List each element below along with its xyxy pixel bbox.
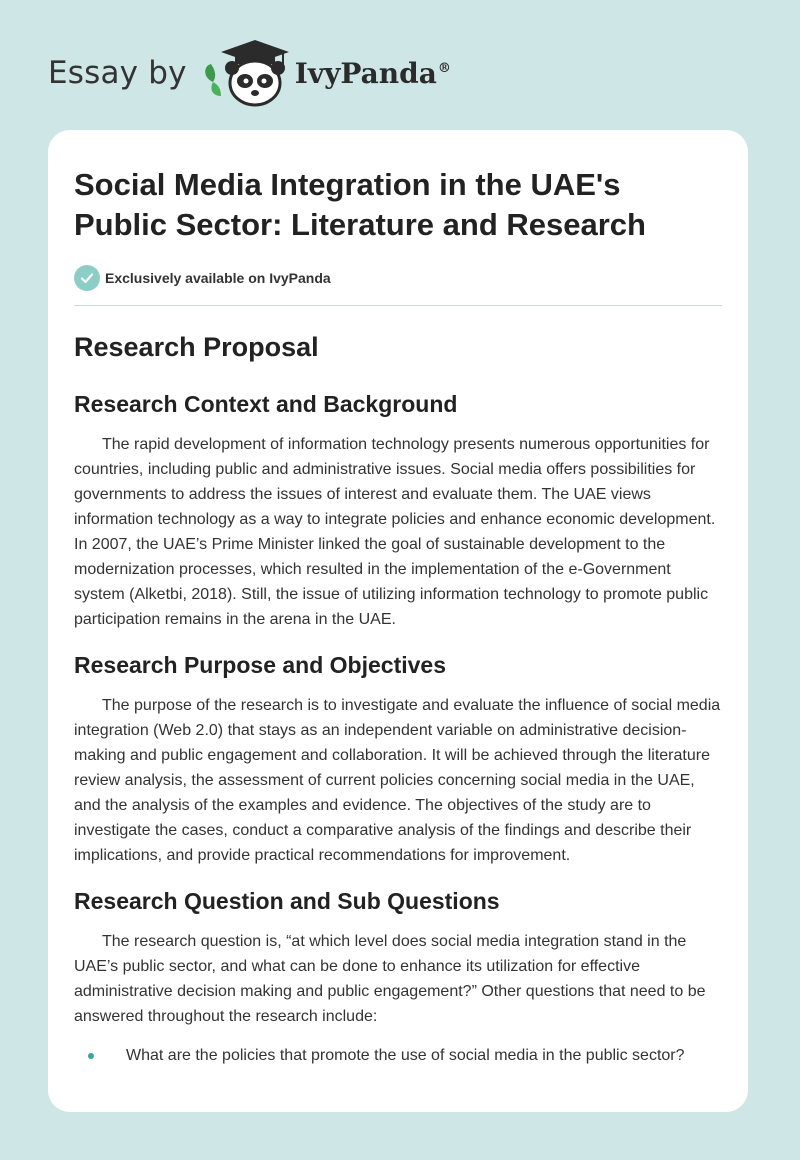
subsection-heading-questions: Research Question and Sub Questions (74, 888, 500, 914)
list-item-text: What are the policies that promote the use of social media in the public sector? (126, 1047, 685, 1064)
exclusive-label: Exclusively available on IvyPanda (105, 270, 331, 286)
question-list (74, 1043, 722, 1068)
bullet-dot (88, 1053, 94, 1059)
panda-graduate-logo-icon[interactable] (199, 38, 291, 108)
check-circle-icon (74, 265, 100, 291)
brand-prefix: Essay by (48, 55, 187, 91)
subsection-heading-context: Research Context and Background (74, 391, 458, 417)
paragraph-context: The rapid development of information technology presents numerous opportunities for countries, including public and administrative issues. Social media offers possibilities for governments to address the issues of interest and evaluate them. The UAE views information technology as a way to integrate policies and enhance economic development. In 2007, the UAE’s Prime Minister linked the goal of sustainable development to the modernization processes, which resulted in the implementation of the e-Government system (Alketbi, 2018). Still, the issue of utilizing information technology to promote public participation remains in the arena in the UAE. (74, 436, 716, 628)
exclusive-badge (74, 265, 722, 291)
section-heading: Research Proposal (74, 332, 319, 362)
essay-card (48, 130, 748, 1112)
paragraph-questions: The research question is, “at which level does social media integration stand in the UAE’s public sector, and what can be done to enhance its utilization for effective administrative decision making and public engagement?” Other questions that need to be answered throughout the research include: (74, 933, 706, 1025)
list-item (74, 1043, 722, 1068)
subsection-heading-purpose: Research Purpose and Objectives (74, 652, 446, 678)
essay-title: Social Media Integration in the UAE's Public Sector: Literature and Research (74, 167, 646, 242)
brand-name: IvyPanda® (294, 56, 451, 90)
paragraph-purpose: The purpose of the research is to investigate and evaluate the influence of social media integration (Web 2.0) that stays as an independent variable on administrative decision-making and public engagement and collaboration. It will be achieved through the literature review analysis, the assessment of current policies concerning social media in the UAE, and the analysis of the examples and evidence. The objectives of the study are to investigate the cases, conduct a comparative analysis of the findings and describe their implications, and provide practical recommendations for improvement. (74, 697, 721, 864)
brand-header (48, 38, 451, 108)
registered-mark: ® (437, 61, 451, 77)
divider (74, 305, 722, 306)
